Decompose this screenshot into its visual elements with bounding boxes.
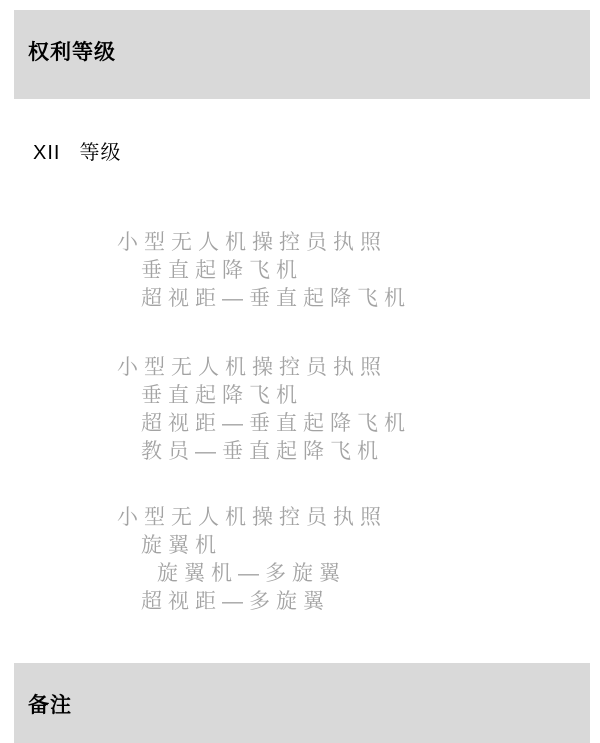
remarks-section-bar [14,663,590,743]
rating-group-3 [0,504,600,616]
field-number: XII [33,142,61,164]
rating-item: 旋翼机 [141,534,222,557]
remarks-section-title: 备注 [28,693,72,717]
rating-group-1 [0,229,600,313]
license-type: 小型无人机操控员执照 [117,231,387,254]
field-name: 等级 [79,142,122,164]
rating-item: 教员—垂直起降飞机 [141,440,384,463]
privileges-section-bar [14,10,590,99]
rating-item: 超视距—多旋翼 [141,590,330,613]
license-type: 小型无人机操控员执照 [117,506,387,529]
rating-item: 旋翼机—多旋翼 [157,562,346,585]
ratings-field-line [33,136,121,165]
rating-item: 垂直起降飞机 [141,384,303,407]
rating-group-2 [0,354,600,466]
license-type: 小型无人机操控员执照 [117,356,387,379]
rating-item: 超视距—垂直起降飞机 [141,287,411,310]
privileges-section-title: 权利等级 [28,40,116,64]
rating-item: 超视距—垂直起降飞机 [141,412,411,435]
rating-item: 垂直起降飞机 [141,259,303,282]
